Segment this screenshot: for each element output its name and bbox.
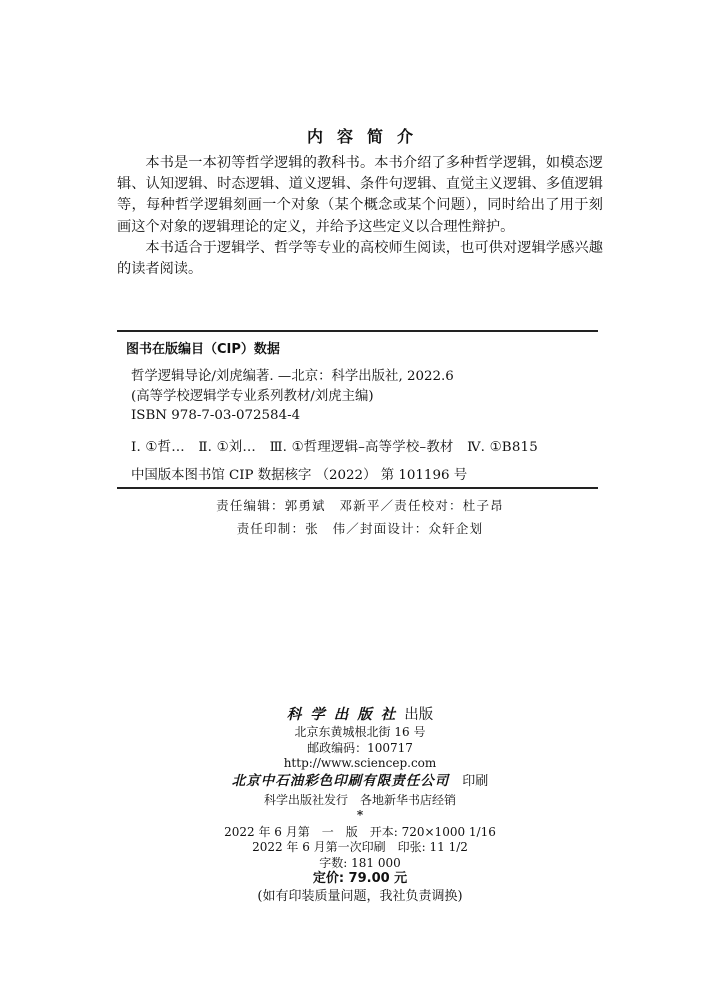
distribution-line: 科学出版社发行 各地新华书店经销 [263, 792, 456, 807]
credits-line-printing: 责任印制：张 伟／封面设计：众轩企划 [236, 521, 484, 536]
publisher-address: 北京东黄城根北街 16 号 [294, 725, 426, 739]
printing-line: 2022 年 6 月第一次印刷 印张: 11 1/2 [252, 840, 468, 854]
publisher-postcode: 邮政编码：100717 [307, 740, 413, 755]
cip-bottom-rule [117, 487, 598, 489]
separator-star: * [356, 807, 364, 822]
edition-line: 2022 年 6 月第 一 版 开本: 720×1000 1/16 [224, 824, 496, 839]
cip-classification: Ⅰ. ①哲… Ⅱ. ①刘… Ⅲ. ①哲理逻辑–高等学校–教材 Ⅳ. ①B815 [131, 439, 538, 455]
intro-title: 内容简介 [306, 127, 427, 146]
printer-suffix: 印刷 [462, 773, 489, 789]
quality-note: (如有印装质量问题，我社负责调换) [257, 888, 463, 904]
printer-name: 北京中石油彩色印刷有限责任公司 [231, 772, 450, 789]
cip-isbn: ISBN 978-7-03-072584-4 [131, 408, 301, 423]
cip-heading: 图书在版编目（CIP）数据 [126, 342, 280, 357]
cip-title-line: 哲学逻辑导论/刘虎编著. —北京：科学出版社, 2022.6 [131, 369, 454, 384]
word-count: 字数: 181 000 [319, 855, 401, 870]
publisher-name-line [0, 705, 720, 725]
publisher-url: http://www.sciencep.com [283, 756, 437, 770]
cip-block [131, 367, 538, 486]
publisher-name: 科学出版社 [286, 706, 405, 723]
cip-record-number: 中国版本图书馆 CIP 数据核字 （2022） 第 101196 号 [131, 468, 468, 483]
publisher-block [0, 705, 720, 907]
publisher-name-suffix: 出版 [404, 707, 434, 723]
credits-line-editors: 责任编辑：郭勇斌 邓新平／责任校对：杜子昂 [216, 498, 504, 513]
price: 定价: 79.00 元 [312, 871, 408, 886]
intro-paragraph: 本书是一本初等哲学逻辑的教科书。本书介绍了多种哲学逻辑，如模态逻辑、认知逻辑、时态逻辑、道义逻辑、条件句逻辑、直觉主义逻辑、多值逻辑等，每种哲学逻辑刻画一个对象（某个概念或某个问题），同时给出了用于刻画这个对象的逻辑理论的定义，并给予这些定义以合理性辩护。 [117, 155, 603, 235]
cip-series-line: (高等学校逻辑学专业系列教材/刘虎主编) [131, 388, 374, 404]
intro-paragraph: 本书适合于逻辑学、哲学等专业的高校师生阅读，也可供对逻辑学感兴趣的读者阅读。 [117, 239, 603, 278]
printer-line [0, 772, 720, 791]
intro-text [117, 153, 603, 280]
cip-top-rule [117, 330, 598, 332]
